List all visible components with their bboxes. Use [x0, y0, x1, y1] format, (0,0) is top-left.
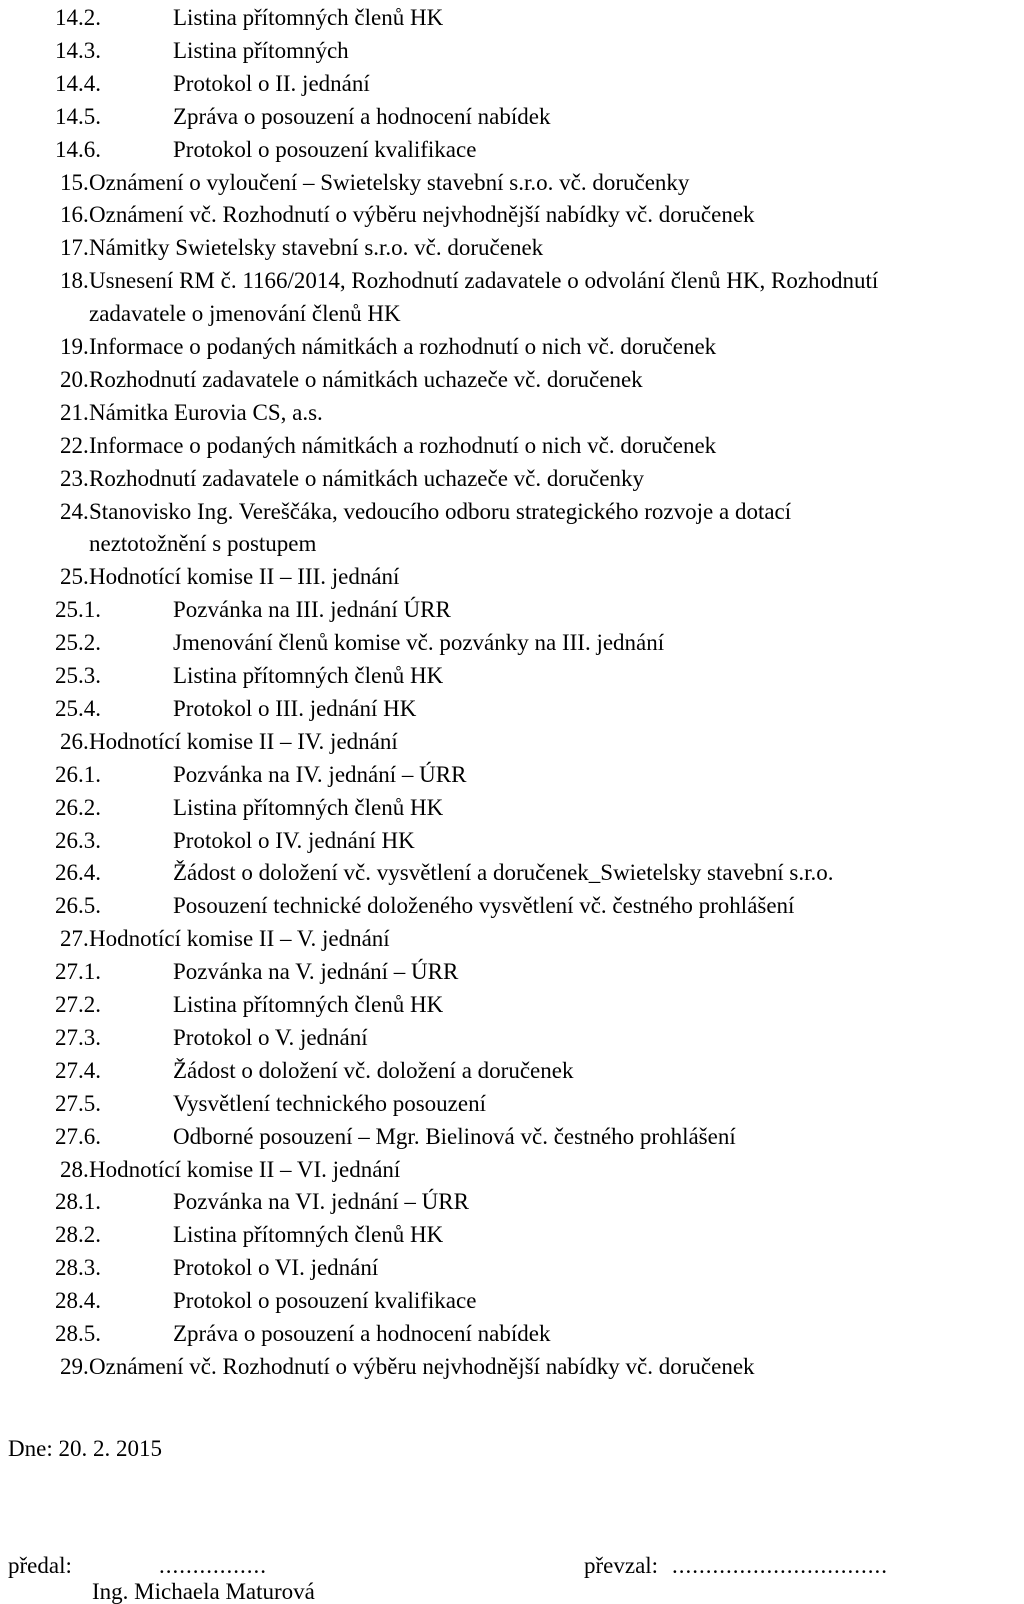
item-text: Stanovisko Ing. Vereščáka, vedoucího odboru strategického rozvoje a dotací [89, 499, 792, 524]
item-text: Hodnotící komise II – VI. jednání [89, 1157, 401, 1182]
item-number: 17. [60, 235, 89, 260]
item-text: Jmenování členů komise vč. pozvánky na III. jednání [173, 630, 665, 655]
item-number: 27.1. [55, 959, 101, 984]
item-number: 20. [60, 367, 89, 392]
handed-over-label: předal: [8, 1553, 72, 1578]
received-label: převzal: [584, 1553, 659, 1578]
item-text: Hodnotící komise II – IV. jednání [89, 729, 398, 754]
item-number: 26.2. [55, 795, 101, 820]
item-number: 16. [60, 202, 89, 227]
item-text: Žádost o doložení vč. doložení a doručenek [173, 1058, 574, 1083]
item-number: 28. [60, 1157, 89, 1182]
received-signature-line: ................................ [672, 1553, 888, 1578]
item-text: Rozhodnutí zadavatele o námitkách uchazeče vč. doručenek [89, 367, 643, 392]
date-line: Dne: 20. 2. 2015 [8, 1436, 162, 1461]
item-text: zadavatele o jmenování členů HK [89, 301, 401, 326]
item-number: 27.5. [55, 1091, 101, 1116]
item-number: 25. [60, 564, 89, 589]
item-number: 14.3. [55, 38, 101, 63]
item-number: 23. [60, 466, 89, 491]
item-number: 19. [60, 334, 89, 359]
item-number: 15. [60, 170, 89, 195]
item-number: 29. [60, 1354, 89, 1379]
item-number: 25.3. [55, 663, 101, 688]
item-text: Protokol o II. jednání [173, 71, 370, 96]
item-number: 25.4. [55, 696, 101, 721]
item-text: Námitky Swietelsky stavební s.r.o. vč. doručenek [89, 235, 544, 260]
item-text: Pozvánka na VI. jednání – ÚRR [173, 1189, 469, 1214]
item-text: Rozhodnutí zadavatele o námitkách uchazeče vč. doručenky [89, 466, 644, 491]
item-text: Zpráva o posouzení a hodnocení nabídek [173, 104, 551, 129]
item-number: 24. [60, 499, 89, 524]
item-number: 14.2. [55, 5, 101, 30]
item-number: 22. [60, 433, 89, 458]
item-text: Listina přítomných členů HK [173, 992, 444, 1017]
item-number: 28.3. [55, 1255, 101, 1280]
item-text: Posouzení technické doloženého vysvětlení vč. čestného prohlášení [173, 893, 795, 918]
item-text: Informace o podaných námitkách a rozhodnutí o nich vč. doručenek [89, 433, 717, 458]
item-number: 25.1. [55, 597, 101, 622]
item-text: neztotožnění s postupem [89, 531, 317, 556]
item-text: Odborné posouzení – Mgr. Bielinová vč. čestného prohlášení [173, 1124, 736, 1149]
handed-over-name: Ing. Michaela Maturová [92, 1579, 315, 1604]
item-number: 28.2. [55, 1222, 101, 1247]
item-number: 27.2. [55, 992, 101, 1017]
item-text: Zpráva o posouzení a hodnocení nabídek [173, 1321, 551, 1346]
item-number: 26.1. [55, 762, 101, 787]
item-text: Pozvánka na III. jednání ÚRR [173, 597, 451, 622]
item-number: 27.6. [55, 1124, 101, 1149]
item-text: Protokol o posouzení kvalifikace [173, 137, 477, 162]
item-text: Usnesení RM č. 1166/2014, Rozhodnutí zadavatele o odvolání členů HK, Rozhodnutí [89, 268, 879, 293]
item-number: 27. [60, 926, 89, 951]
item-number: 14.6. [55, 137, 101, 162]
item-text: Listina přítomných členů HK [173, 5, 444, 30]
item-number: 28.1. [55, 1189, 101, 1214]
item-text: Hodnotící komise II – V. jednání [89, 926, 390, 951]
item-text: Informace o podaných námitkách a rozhodnutí o nich vč. doručenek [89, 334, 717, 359]
item-text: Listina přítomných [173, 38, 349, 63]
item-text: Žádost o doložení vč. vysvětlení a doručenek_Swietelsky stavební s.r.o. [173, 860, 834, 885]
item-number: 25.2. [55, 630, 101, 655]
item-text: Vysvětlení technického posouzení [173, 1091, 486, 1116]
item-number: 18. [60, 268, 89, 293]
item-number: 26. [60, 729, 89, 754]
item-text: Pozvánka na IV. jednání – ÚRR [173, 762, 467, 787]
item-text: Protokol o VI. jednání [173, 1255, 379, 1280]
item-text: Listina přítomných členů HK [173, 1222, 444, 1247]
item-text: Listina přítomných členů HK [173, 795, 444, 820]
item-text: Protokol o posouzení kvalifikace [173, 1288, 477, 1313]
item-text: Listina přítomných členů HK [173, 663, 444, 688]
item-text: Oznámení o vyloučení – Swietelsky stavební s.r.o. vč. doručenky [89, 170, 690, 195]
item-text: Oznámení vč. Rozhodnutí o výběru nejvhodnější nabídky vč. doručenek [89, 202, 755, 227]
item-number: 14.5. [55, 104, 101, 129]
item-number: 26.5. [55, 893, 101, 918]
item-number: 28.5. [55, 1321, 101, 1346]
item-text: Námitka Eurovia CS, a.s. [89, 400, 323, 425]
item-text: Protokol o V. jednání [173, 1025, 368, 1050]
item-text: Oznámení vč. Rozhodnutí o výběru nejvhodnější nabídky vč. doručenek [89, 1354, 755, 1379]
item-number: 28.4. [55, 1288, 101, 1313]
item-text: Hodnotící komise II – III. jednání [89, 564, 400, 589]
item-number: 27.3. [55, 1025, 101, 1050]
item-number: 14.4. [55, 71, 101, 96]
item-text: Protokol o III. jednání HK [173, 696, 417, 721]
item-number: 26.4. [55, 860, 101, 885]
item-number: 21. [60, 400, 89, 425]
item-text: Pozvánka na V. jednání – ÚRR [173, 959, 459, 984]
item-number: 27.4. [55, 1058, 101, 1083]
item-number: 26.3. [55, 828, 101, 853]
handed-over-signature-line: ................ [159, 1553, 267, 1578]
item-text: Protokol o IV. jednání HK [173, 828, 415, 853]
